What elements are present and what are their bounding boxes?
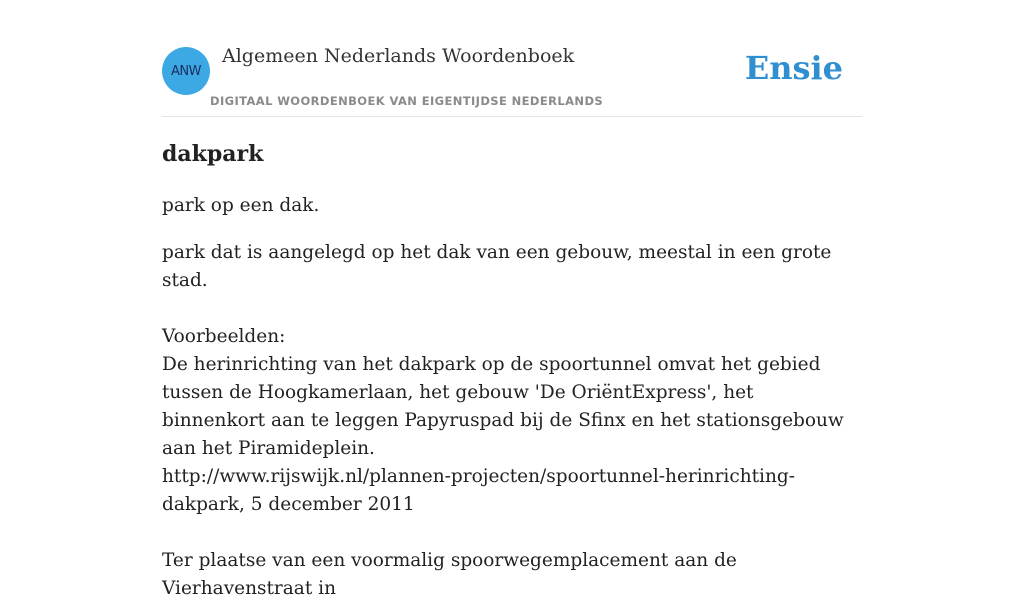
anw-logo[interactable]: [162, 47, 210, 95]
site-tagline: DIGITAAL WOORDENBOEK VAN EIGENTIJDSE NEDERLANDS: [210, 94, 604, 108]
site-title[interactable]: Algemeen Nederlands Woordenboek: [222, 45, 575, 67]
example-source: http://www.rijswijk.nl/plannen-projecten/spoortunnel-herinrichting-dakpark, 5 december 2011: [162, 466, 795, 515]
long-definition: park dat is aangelegd op het dak van een gebouw, meestal in een grote stad.: [162, 242, 832, 291]
example-text-2: Ter plaatse van een voormalig spoorwegemplacement aan de Vierhavenstraat in: [162, 550, 737, 599]
logo-text: ANW: [171, 63, 201, 79]
examples-label: Voorbeelden:: [162, 326, 286, 347]
example-text: De herinrichting van het dakpark op de spoortunnel omvat het gebied tussen de Hoogkamerlaan, het gebouw 'De OriëntExpress', het binnenkort aan te leggen Papyruspad bij de Sfinx en het stationsgebouw aan het Piramideplein.: [162, 354, 844, 459]
entry-headword: dakpark: [162, 141, 264, 167]
entry-content: [162, 139, 862, 603]
short-definition: park op een dak.: [162, 195, 320, 216]
ensie-brand-link[interactable]: Ensie: [744, 49, 843, 87]
site-header: [162, 0, 862, 117]
